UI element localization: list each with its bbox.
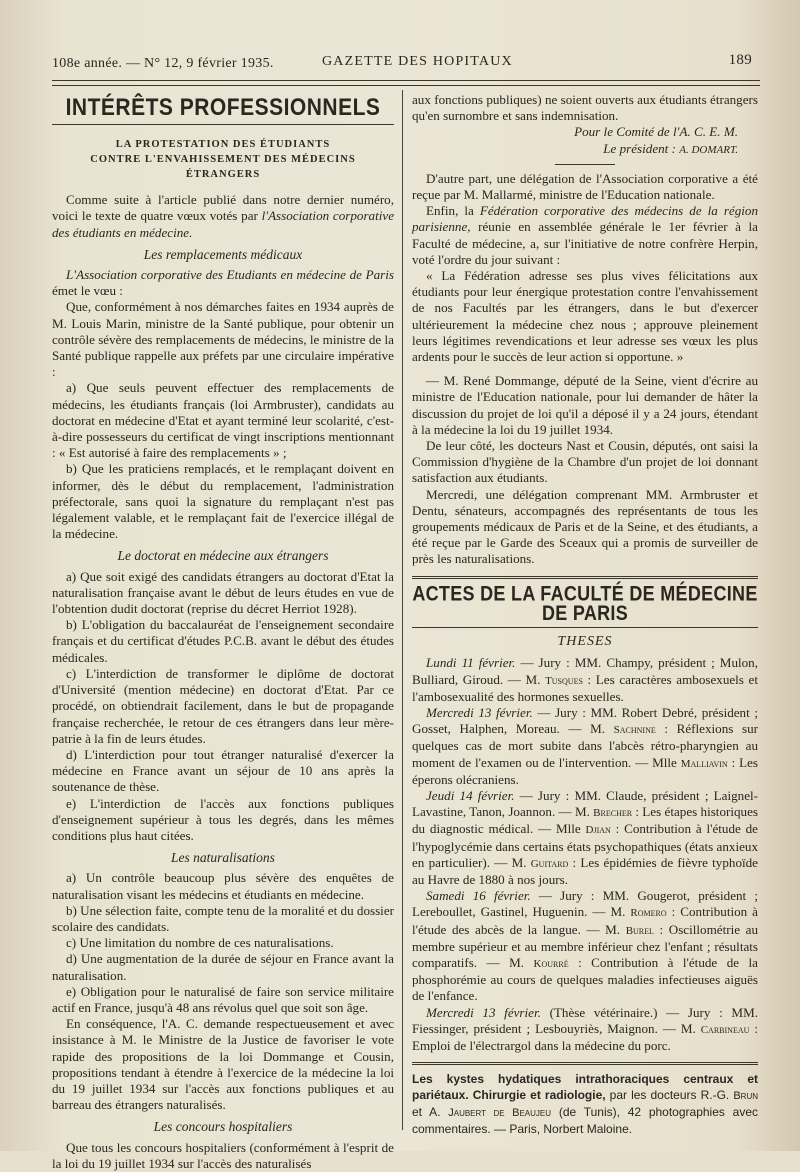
title-rule — [412, 627, 758, 628]
book-notice: Les kystes hydatiques intrathoraciques centraux et pariétaux. Chirurgie et radiologie, par les docteurs R.-G. Brun et A. Jaubert de Beaujeu (de Tunis), 42 photographies avec commentaires. — Paris, Norbert Maloine. — [412, 1072, 759, 1137]
paragraph: Enfin, la Fédération corporative des médecins de la région parisienne, réunie en assemblée générale le 1er février à la Faculté de médecine, a, sur l'initiative de notre confrère Herpin, voté l'ordre du jour suivant : — [412, 203, 758, 267]
section-rule — [412, 576, 758, 579]
paragraph: Que, conformément à nos démarches faites en 1934 auprès de M. Louis Marin, ministre de la Santé publique, pour obtenir un contrôle sévère des remplacements de médecins, le ministre de la Santé publique rappelle aux préfets par une circulaire impérative : — [52, 299, 394, 380]
issue-info: 108e année. — N° 12, 9 février 1935. — [52, 56, 274, 71]
paragraph: a) Un contrôle beaucoup plus sévère des enquêtes de naturalisation visant les médecins et étudiants en médecine. — [52, 870, 394, 902]
paragraph: d) Une augmentation de la durée de séjour en France avant la naturalisation. — [52, 951, 394, 983]
quote-paragraph: « La Fédération adresse ses plus vives félicitations aux étudiants pour leur énergique protestation contre l'envahissement de nos Facultés par les étrangers, dans le but d'exercer ultérieurement la médecine chez nous ; approuve pleinement leurs légitimes revendications et leur adresse ses vœux les plus ardents pour le succès de leur action si opportune. » — [412, 268, 758, 365]
paragraph: a) Que seuls peuvent effectuer des remplacements de médecins, les étudiants français (loi Armbruster), candidats au doctorat en médecine d'Etat et ayant terminé leur scolarité, c'est-à-dire possesseurs du certificat de vingt inscriptions mentionnant : « Est autorisé à faire des remplacements » ; — [52, 380, 394, 461]
heading-naturalisations: Les naturalisations — [171, 850, 275, 866]
paragraph: D'autre part, une délégation de l'Association corporative a été reçue par M. Mallarmé, ministre de l'Education nationale. — [412, 170, 758, 203]
signature-line-1: Pour le Comité de l'A. C. E. M. — [574, 124, 738, 140]
paragraph: — M. René Dommange, député de la Seine, vient d'écrire au ministre de l'Education nationale, pour lui demander de hâter la discussion du projet de loi qu'il a déposé il y a 24 jours, étendant à la médecine la loi du 19 juillet 1934. — [412, 373, 758, 437]
left-column — [52, 92, 394, 1172]
paragraph: d) L'interdiction pour tout étranger naturalisé d'exercer la médecine en France avant un séjour de 10 ans après la soutenance de thèse. — [52, 746, 394, 795]
faculty-acts-title: ACTES DE LA FACULTÉ DE MÉDECINE DE PARIS — [412, 581, 758, 625]
heading-concours: Les concours hospitaliers — [153, 1119, 293, 1135]
page-header — [52, 52, 752, 76]
paragraph: L'Association corporative des Etudiants en médecine de Paris émet le vœu : — [52, 267, 394, 299]
paragraph: aux fonctions publiques) ne soient ouverts aux étudiants étrangers qu'en surnombre et sans indemnisation. — [412, 92, 758, 124]
article-headline-1: LA PROTESTATION DES ÉTUDIANTS — [115, 139, 331, 151]
intro-paragraph: Comme suite à l'article publié dans notre dernier numéro, voici le texte de quatre vœux votés par l'Association corporative des étudiants en médecine. — [52, 192, 395, 240]
thesis-entry: Lundi 11 février. — Jury : MM. Champy, président ; Mulon, Bulliard, Giroud. — M. Tusques : Les caractères ambosexuels et l'ambosexualité des hormones sexuelles. — [412, 655, 758, 704]
paragraph: b) L'obligation du baccalauréat de l'enseignement secondaire français et du certificat d'études P.C.B. avant le début des études médicales. — [52, 617, 394, 665]
thesis-entry: Mercredi 13 février. — Jury : MM. Robert Debré, président ; Gosset, Halphen, Moreau. — M. Sachnine : Réflexions sur quelques cas de mort subite dans l'abcès rétro-pharyngien au moment de l'examen ou de l'intervention. — Mlle Malliavin : Les éperons olécraniens. — [412, 704, 758, 787]
paragraph: a) Que soit exigé des candidats étrangers au doctorat d'Etat la naturalisation française avant le début de leurs études en vue de l'obtention dudit doctorat (reprise du décret Herriot 1928). — [52, 568, 394, 617]
column-separator — [402, 90, 403, 1130]
thesis-entry: Jeudi 14 février. — Jury : MM. Claude, président ; Laignel-Lavastine, Tanon, Joannon. — M. Brecher : Les étapes historiques du diagnostic médical. — Mlle Djian : Contribution à l'étude de l'hypoglycémie dans certains états psychopathiques (états anxieux en particulier). — M. Guitard : Les épidémies de fièvre typhoïde au Havre de 1880 à nos jours. — [412, 787, 758, 887]
paragraph: b) Que les praticiens remplacés, et le remplaçant doivent en informer, dès le début du remplacement, l'administration préfectorale, sans quoi la signature du remplaçant n'est pas légalement valable, et le remplaçant fait de l'exercice illégal de la médecine. — [52, 461, 394, 542]
paragraph: c) Une limitation du nombre de ces naturalisations. — [66, 935, 334, 951]
paragraph: En conséquence, l'A. C. demande respectueusement et avec insistance à M. le Ministre de la Justice de favoriser le vote rapide des propositions de la loi Dommange et Cousin, propositions tendant à étendre à l'exercice de la médecine la loi du 19 juillet 1934 sur l'accès aux fonctions publiques et au barreau des étrangers naturalisés. — [52, 1016, 394, 1113]
paragraph: Mercredi, une délégation comprenant MM. Armbruster et Dentu, sénateurs, accompagnés des représentants de tous les groupements médicaux de Paris et de la Seine, et des étudiants, a été reçue par le Garde des Sceaux qui a promis de surveiller de près les naturalisations. — [412, 486, 758, 567]
section-title: INTÉRÊTS PROFESSIONNELS — [65, 94, 381, 121]
paragraph: c) L'interdiction de transformer le diplôme de doctorat d'Université (mention médecine) en doctorat d'Etat. Par ce procédé, on obtiendrait facilement, dans le but de propagande française recherchée, le retour de ces étrangers dans leur mère-patrie à la fin de leurs études. — [52, 665, 394, 746]
thesis-entry: Samedi 16 février. — Jury : MM. Gougerot, président ; Lereboullet, Gastinel, Huguenin. — M. Romero : Contribution à l'étude des abcès de la langue. — M. Burel : Oscillométrie au membre supérieur et au membre inférieur chez l'enfant ; résultats comparatifs. — M. Kourré : Contribution à l'étude de la phosphorémie au cours de quelques maladies infectieuses aiguës de l'enfance. — [412, 888, 758, 1004]
paragraph: Que tous les concours hospitaliers (conformément à l'esprit de la loi du 19 juillet 1934 sur l'accès des naturalisés — [52, 1139, 394, 1171]
theses-heading: THESES — [557, 634, 613, 650]
title-rule — [52, 124, 394, 125]
short-rule — [555, 164, 615, 165]
article-headline-2: CONTRE L'ENVAHISSEMENT DES MÉDECINS ÉTRANGERS — [90, 154, 356, 181]
right-column — [412, 92, 758, 1137]
page-number: 189 — [728, 52, 752, 68]
thesis-entry: Mercredi 13 février. (Thèse vétérinaire.) — Jury : MM. Fiessinger, président ; Lesbouyriès, Maignon. — M. Carbineau : Emploi de l'électrargol dans la médecine du porc. — [412, 1004, 758, 1053]
paragraph: De leur côté, les docteurs Nast et Cousin, députés, ont saisi la Commission d'hygiène de la Chambre d'un projet de loi donnant satisfaction aux étudiants. — [412, 438, 758, 486]
journal-title: GAZETTE DES HOPITAUX — [322, 54, 513, 69]
signature-line-2: Le président : A. DOMART. — [603, 140, 738, 156]
section-rule — [412, 1062, 758, 1065]
paragraph: e) L'interdiction de l'accès aux fonctions publiques d'enseignement supérieur à tous les degrés, dans les mêmes conditions plus haut citées. — [52, 795, 394, 843]
paragraph: e) Obligation pour le naturalisé de faire son service militaire actif en France, jusqu'à 48 ans révolus quel que soit son âge. — [52, 983, 394, 1015]
header-rule — [52, 80, 760, 86]
paragraph: b) Une sélection faite, compte tenu de la moralité et du dossier scolaire des candidats. — [52, 902, 394, 934]
heading-remplacements: Les remplacements médicaux — [143, 246, 303, 262]
heading-doctorat: Le doctorat en médecine aux étrangers — [117, 548, 329, 564]
